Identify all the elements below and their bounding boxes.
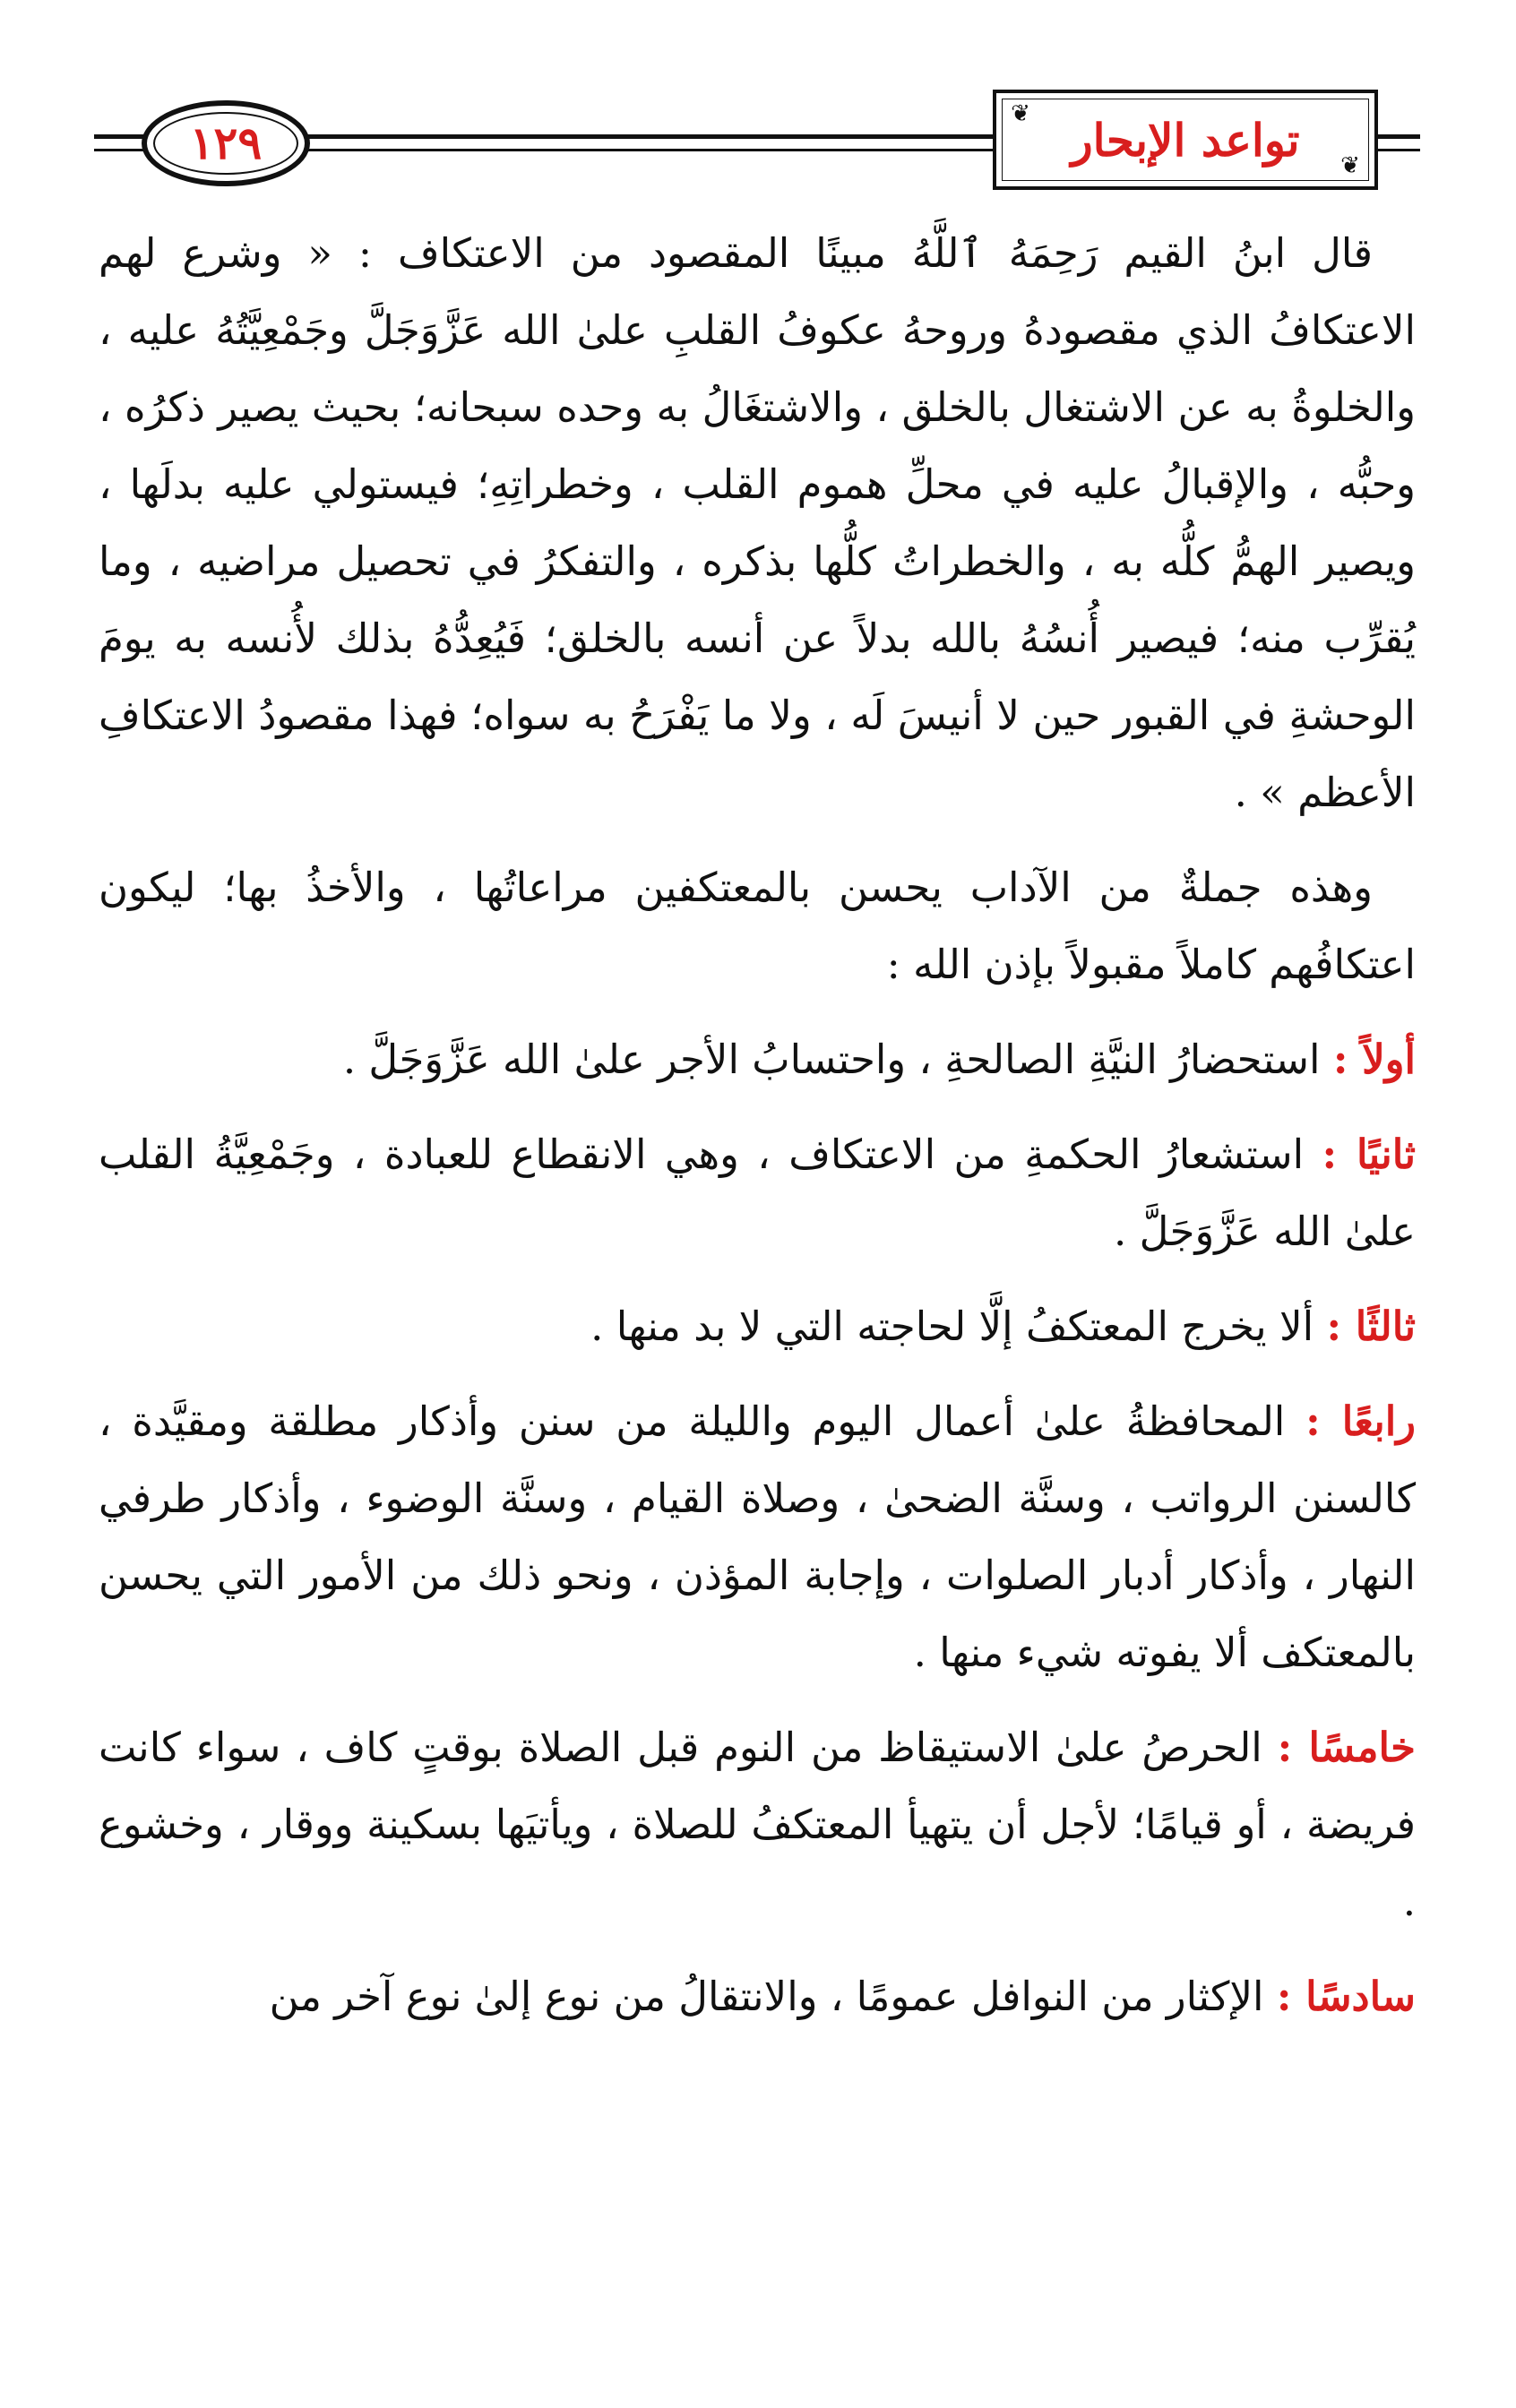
list-item (99, 1958, 1416, 2035)
book-title: تواعد الإبحار (1071, 113, 1300, 167)
item-text: المحافظةُ علىٰ أعمال اليوم والليلة من سنن وأذكار مطلقة ومقيَّدة ، كالسنن الرواتب ، وسنَّة الضحىٰ ، وصلاة القيام ، وسنَّة الوضوء ، وأذكار طرفي النهار ، وأذكار أدبار الصلوات ، وإجابة المؤذن ، ونحو ذلك من الأمور التي يحسن بالمعتكف ألا يفوته شيء منها . (99, 1398, 1416, 1676)
book-title-frame (993, 90, 1378, 190)
item-text: استحضارُ النيَّةِ الصالحةِ ، واحتسابُ الأجر علىٰ الله عَزَّوَجَلَّ . (342, 1036, 1321, 1083)
item-label: سادسًا : (1276, 1973, 1416, 2020)
item-text: الإكثار من النوافل عمومًا ، والانتقالُ من نوع إلىٰ نوع آخر من (269, 1973, 1264, 2020)
item-label: رابعًا : (1305, 1398, 1416, 1445)
list-item (99, 1709, 1416, 1940)
item-label: خامسًا : (1277, 1724, 1417, 1771)
floral-corner-icon: ❦ (1011, 100, 1030, 127)
item-label: ثالثًا : (1326, 1303, 1416, 1350)
item-text: الحرصُ علىٰ الاستيقاظ من النوم قبل الصلاة بوقتٍ كاف ، سواء كانت فريضة ، أو قيامًا؛ لأجل أن يتهيأ المعتكفُ للصلاة ، ويأتيَها بسكينة ووقار ، وخشوع . (99, 1724, 1416, 1925)
list-item (99, 1116, 1416, 1270)
page-number: ١٢٩ (189, 116, 263, 169)
page-number-oval (142, 100, 310, 186)
item-text: ألا يخرج المعتكفُ إلَّا لحاجته التي لا بد منها . (590, 1303, 1314, 1350)
page-header (0, 0, 1516, 206)
intro-paragraph: وهذه جملةٌ من الآداب يحسن بالمعتكفين مراعاتُها ، والأخذُ بها؛ ليكون اعتكافُهم كاملاً مقبولاً بإذن الله : (99, 864, 1416, 988)
quote-paragraph: قال ابنُ القيم رَحِمَهُ ٱللَّهُ مبينًا المقصود من الاعتكاف : « وشرع لهم الاعتكافُ الذي مقصودهُ وروحهُ عكوفُ القلبِ علىٰ الله عَزَّوَجَلَّ وجَمْعِيَّتُهُ عليه ، والخلوةُ به عن الاشتغال بالخلق ، والاشتغَالُ به وحده سبحانه؛ بحيث يصير ذكرُه ، وحبُّه ، والإقبالُ عليه في محلِّ هموم القلب ، وخطراتِهِ؛ فيستولي عليه بدلَها ، ويصير الهمُّ كلُّه به ، والخطراتُ كلُّها بذكره ، والتفكرُ في تحصيل مراضيه ، وما يُقرِّب منه؛ فيصير أُنسُهُ بالله بدلاً عن أنسه بالخلق؛ فَيُعِدُّهُ بذلك لأُنسه به يومَ الوحشةِ في القبور حين لا أنيسَ لَه ، ولا ما يَفْرَحُ به سواه؛ فهذا مقصودُ الاعتكافِ الأعظم » . (99, 229, 1416, 816)
list-item (99, 1288, 1416, 1365)
item-label: أولاً : (1332, 1036, 1416, 1083)
item-text: استشعارُ الحكمةِ من الاعتكاف ، وهي الانقطاع للعبادة ، وجَمْعِيَّةُ القلب علىٰ الله عَزَّوَجَلَّ . (99, 1131, 1416, 1255)
list-item (99, 1383, 1416, 1691)
page-body (99, 215, 1416, 2053)
item-label: ثانيًا : (1322, 1131, 1416, 1178)
list-item (99, 1021, 1416, 1098)
floral-corner-icon: ❦ (1340, 152, 1360, 179)
